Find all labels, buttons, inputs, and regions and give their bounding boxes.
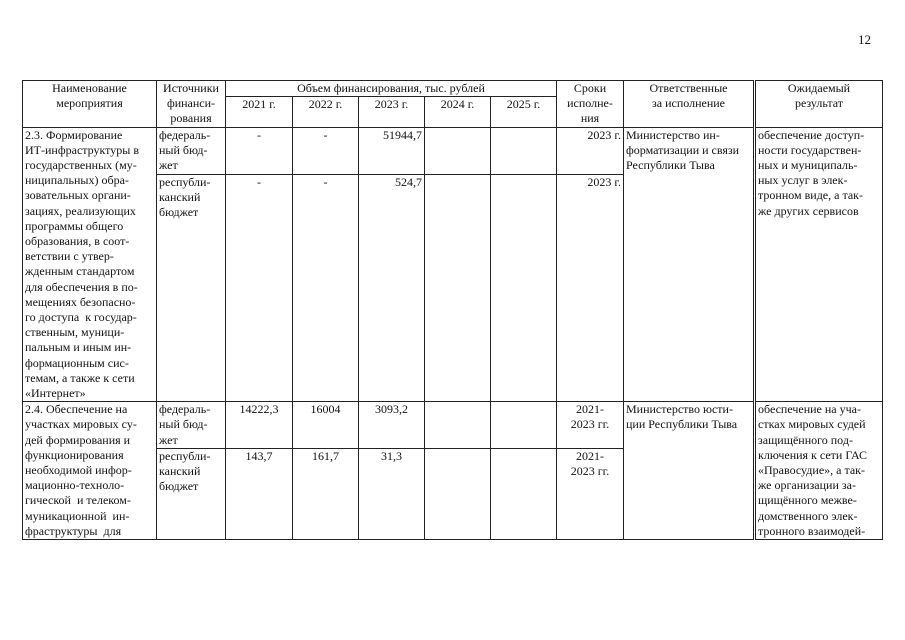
responsible: Министерство юсти- ции Республики Тыва <box>624 402 755 540</box>
funding-source: республи- канский бюджет <box>157 175 226 402</box>
activity-name: 2.3. Формирование ИТ-инфраструктуры в государственных (му- ниципальных) обра- зовательных органи- зациях, реализующих программы общего образования, в соот- ветствии с утвер- жденным стандартом для обеспечения в по- мещениях безопасно- го доступа к государ- ственным, муници- пальным и иным ин- формационным сис- темам, а также к сети «Интернет» <box>23 127 157 402</box>
value-2025 <box>491 127 557 174</box>
header-financing: Объем финансирования, тыс. рублей <box>226 81 557 97</box>
header-sources: Источники финанси- рования <box>157 81 226 128</box>
funding-source: федераль- ный бюд- жет <box>157 127 226 174</box>
value-2023: 3093,2 <box>359 402 425 449</box>
value-2025 <box>491 175 557 402</box>
value-2024 <box>425 127 491 174</box>
value-2023: 524,7 <box>359 175 425 402</box>
table-row <box>23 127 883 174</box>
financing-table <box>22 80 883 540</box>
header-year-2023: 2023 г. <box>359 97 425 127</box>
value-2022: 16004 <box>293 402 359 449</box>
table-row <box>23 402 883 449</box>
activity-name: 2.4. Обеспечение на участках мировых су- дей формирования и функционирования необходимой инфор- мационно-техноло- гической и телеком- муникационной ин- фраструктуры для <box>23 402 157 540</box>
responsible: Министерство ин- форматизации и связи Республики Тыва <box>624 127 755 402</box>
value-2021: - <box>226 175 293 402</box>
value-2022: - <box>293 127 359 174</box>
expected-result: обеспечение на уча- стках мировых судей защищённого под- ключения к сети ГАС «Правосудие», а так- же организации за- щищённого межве- домственного элек- тронного взаимодей- <box>755 402 883 540</box>
value-2023: 51944,7 <box>359 127 425 174</box>
header-result: Ожидаемый результат <box>755 81 883 128</box>
term: 2021- 2023 гг. <box>557 448 624 539</box>
term: 2023 г. <box>557 127 624 174</box>
value-2021: - <box>226 127 293 174</box>
header-terms: Сроки исполне- ния <box>557 81 624 128</box>
header-year-2021: 2021 г. <box>226 97 293 127</box>
header-year-2022: 2022 г. <box>293 97 359 127</box>
expected-result: обеспечение доступ- ности государствен- ных и муниципаль- ных услуг в элек- тронном виде, а так- же других сервисов <box>755 127 883 402</box>
value-2025 <box>491 448 557 539</box>
value-2024 <box>425 402 491 449</box>
value-2025 <box>491 402 557 449</box>
header-year-2024: 2024 г. <box>425 97 491 127</box>
funding-source: республи- канский бюджет <box>157 448 226 539</box>
header-responsible: Ответственные за исполнение <box>624 81 755 128</box>
header-name: Наименование мероприятия <box>23 81 157 128</box>
value-2021: 143,7 <box>226 448 293 539</box>
page-number: 12 <box>858 32 871 47</box>
value-2021: 14222,3 <box>226 402 293 449</box>
term: 2023 г. <box>557 175 624 402</box>
value-2023: 31,3 <box>359 448 425 539</box>
header-row <box>23 81 883 97</box>
funding-source: федераль- ный бюд- жет <box>157 402 226 449</box>
value-2022: 161,7 <box>293 448 359 539</box>
header-year-2025: 2025 г. <box>491 97 557 127</box>
value-2022: - <box>293 175 359 402</box>
value-2024 <box>425 448 491 539</box>
value-2024 <box>425 175 491 402</box>
term: 2021- 2023 гг. <box>557 402 624 449</box>
